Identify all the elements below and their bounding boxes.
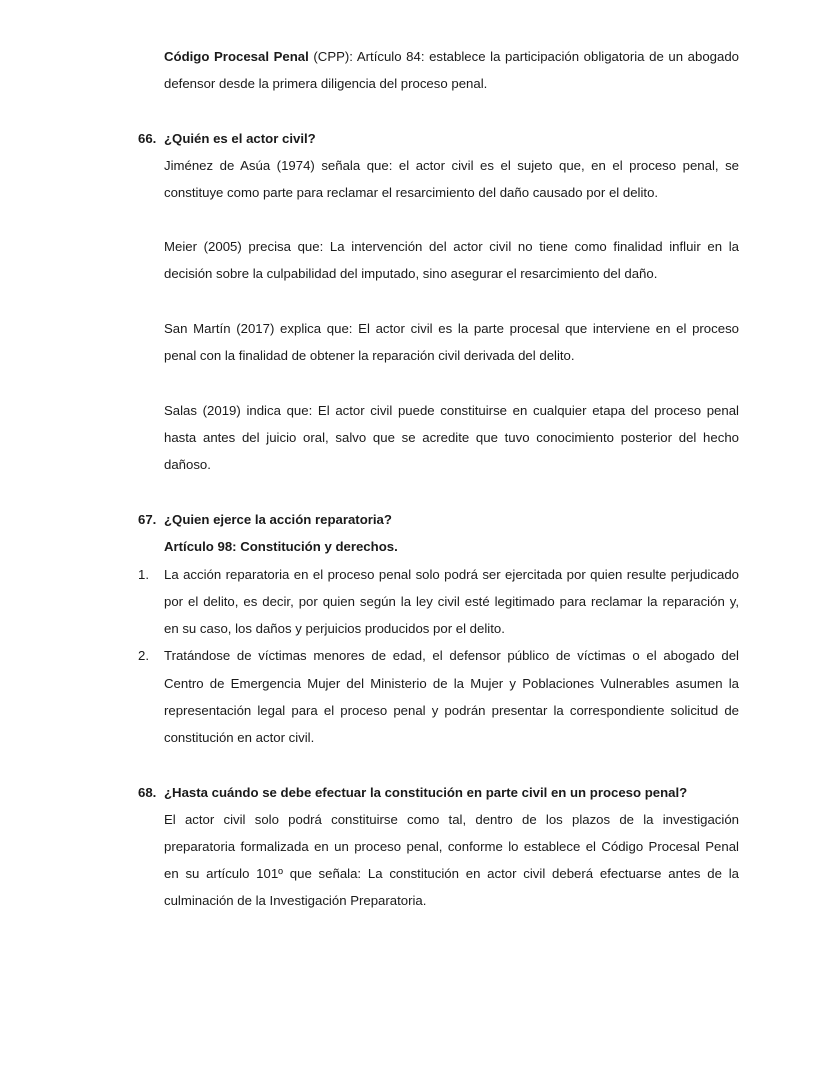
question-66-number: 66. xyxy=(138,131,157,146)
list-item-1-marker: 1. xyxy=(138,567,149,582)
list-item-2-line-4: constitución en actor civil. xyxy=(164,730,315,745)
article-98-title: Artículo 98: Constitución y derechos. xyxy=(164,539,398,554)
list-item-2-line-1: Tratándose de víctimas menores de edad, el defensor público de víctimas o el abogado del xyxy=(164,648,739,663)
list-item-1-line-3: en su caso, los daños y perjuicios producidos por el delito. xyxy=(164,621,505,636)
list-item-1-line-2: por el delito, es decir, por quien según la ley civil esté legitimado para reclamar la reparación y, xyxy=(164,594,739,609)
q66-p4-line-3: dañoso. xyxy=(164,457,211,472)
question-68-number: 68. xyxy=(138,785,157,800)
question-67-number: 67. xyxy=(138,512,157,527)
list-item-2-line-2: Centro de Emergencia Mujer del Ministerio de la Mujer y Poblaciones Vulnerables asumen la xyxy=(164,676,739,691)
question-67-title: ¿Quien ejerce la acción reparatoria? xyxy=(164,512,392,527)
q68-line-3: en su artículo 101º que señala: La constitución en actor civil deberá efectuarse antes de la xyxy=(164,866,739,881)
intro-line-1 xyxy=(164,48,739,66)
intro-line-2: defensor desde la primera diligencia del proceso penal. xyxy=(164,76,488,91)
q66-p3-line-1: San Martín (2017) explica que: El actor civil es la parte procesal que interviene en el proceso xyxy=(164,321,739,336)
question-66-title: ¿Quién es el actor civil? xyxy=(164,131,316,146)
intro-bold-lead: Código Procesal Penal xyxy=(164,49,309,64)
q66-p4-line-1: Salas (2019) indica que: El actor civil puede constituirse en cualquier etapa del proceso penal xyxy=(164,403,739,418)
list-item-2-marker: 2. xyxy=(138,648,149,663)
q68-line-1: El actor civil solo podrá constituirse como tal, dentro de los plazos de la investigación xyxy=(164,812,739,827)
q66-p1-line-1: Jiménez de Asúa (1974) señala que: el actor civil es el sujeto que, en el proceso penal, se xyxy=(164,158,739,173)
intro-line-1-rest: (CPP): Artículo 84: establece la participación obligatoria de un abogado xyxy=(308,49,740,64)
q68-line-2: preparatoria formalizada en un proceso penal, conforme lo establece el Código Procesal Penal xyxy=(164,839,739,854)
q66-p1-line-2: constituye como parte para reclamar el resarcimiento del daño causado por el delito. xyxy=(164,185,659,200)
q66-p4-line-2: hasta antes del juicio oral, salvo que se acredite que tuvo conocimiento posterior del hecho xyxy=(164,430,739,445)
q66-p2-line-1: Meier (2005) precisa que: La intervención del actor civil no tiene como finalidad influir en la xyxy=(164,239,739,254)
q68-line-4: culminación de la Investigación Preparatoria. xyxy=(164,893,427,908)
list-item-1-line-1: La acción reparatoria en el proceso penal solo podrá ser ejercitada por quien resulte perjudicado xyxy=(164,567,739,582)
question-68-title: ¿Hasta cuándo se debe efectuar la constitución en parte civil en un proceso penal? xyxy=(164,785,688,800)
q66-p2-line-2: decisión sobre la culpabilidad del imputado, sino asegurar el resarcimiento del daño. xyxy=(164,266,658,281)
q66-p3-line-2: penal con la finalidad de obtener la reparación civil derivada del delito. xyxy=(164,348,575,363)
list-item-2-line-3: representación legal para el proceso penal y podrán presentar la correspondiente solicitud de xyxy=(164,703,739,718)
